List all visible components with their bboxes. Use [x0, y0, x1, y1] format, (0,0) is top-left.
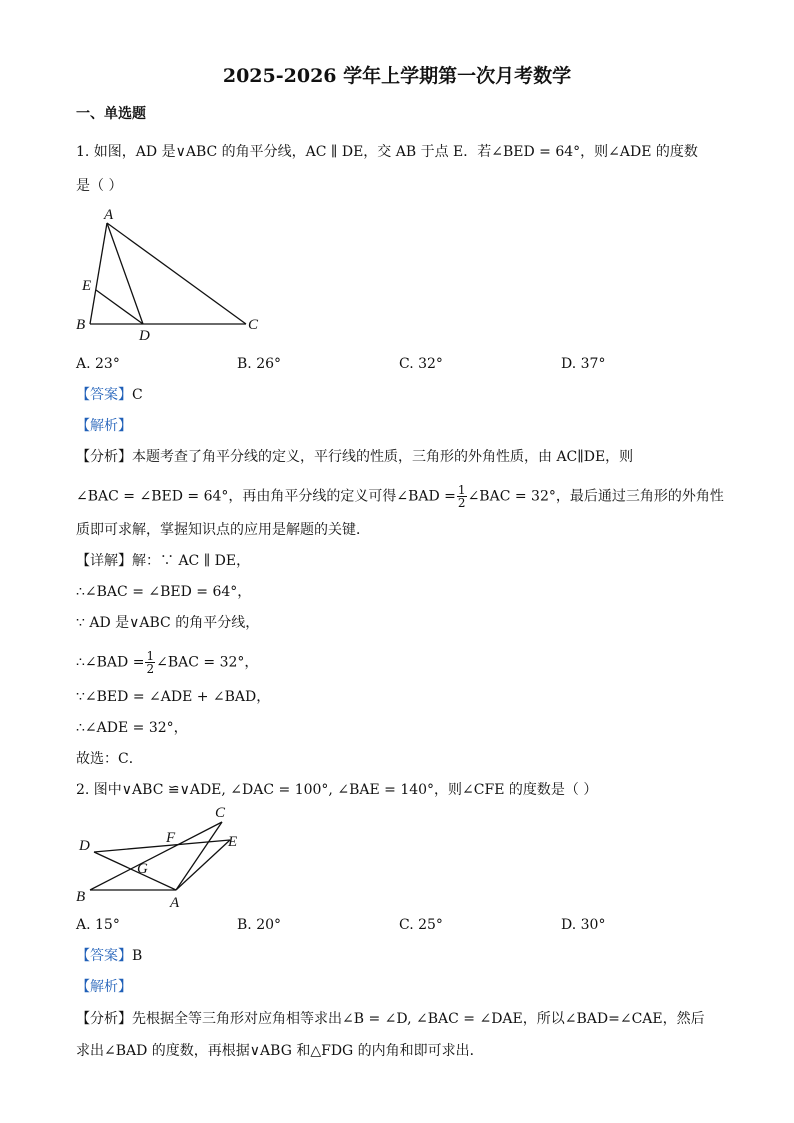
q1-label-c: C [248, 317, 259, 333]
q1-detail-line7: 故选：C． [76, 751, 143, 767]
fraction-denominator-2: 2 [146, 662, 155, 676]
q2-label-b: B [76, 889, 86, 905]
answer-value: B [132, 948, 143, 964]
analysis-text-b: ∠BAC = 32°，最后通过三角形的外角性 [467, 488, 724, 505]
q1-analysis-line2 [76, 484, 724, 509]
q1-option-d: D. 37° [561, 356, 606, 372]
fraction-denominator: 2 [457, 496, 466, 510]
q1-stem-line2: 是（ ） [76, 178, 123, 194]
q2-analysis-tag: 【解析】 [76, 979, 132, 995]
q2-label-e: E [228, 834, 238, 850]
q1-analysis-line1 [76, 447, 633, 467]
fraction-numerator-2: 1 [146, 649, 155, 663]
page-title: 2025-2026 学年上学期第一次月考数学 [222, 65, 572, 87]
q2-label-f: F [166, 830, 176, 846]
analysis-head: 【分析】 [76, 1011, 132, 1027]
q2-option-c: C. 25° [399, 917, 443, 933]
q1-detail-line5: ∵∠BED = ∠ADE + ∠BAD， [76, 689, 271, 705]
q1-analysis-tag: 【解析】 [76, 418, 132, 434]
q2-figure [70, 800, 260, 912]
q2-option-d: D. 30° [561, 917, 606, 933]
answer-value: C [132, 387, 143, 403]
q1-label-a: A [104, 207, 114, 223]
q2-analysis-line2: 求出∠BAD 的度数，再根据∨ABG 和△FDG 的内角和即可求出． [76, 1043, 484, 1059]
q1-detail-line4 [76, 650, 258, 675]
q1-option-b: B. 26° [237, 356, 282, 372]
q2-label-g: G [137, 861, 148, 877]
q2-stem: 2. 图中∨ABC ≌∨ADE, ∠DAC = 100°, ∠BAE = 140°，则∠CFE 的度数是（ ） [76, 782, 598, 798]
q1-detail-line1 [76, 551, 250, 571]
section-heading: 一、单选题 [76, 106, 146, 122]
analysis-text: 本题考查了角平分线的定义，平行线的性质，三角形的外角性质，由 AC∥DE，则 [132, 449, 634, 465]
q2-label-d: D [79, 838, 90, 854]
q2-analysis-line1 [76, 1009, 705, 1029]
analysis-head: 【分析】 [76, 449, 132, 465]
q1-label-b: B [76, 317, 86, 333]
q2-option-a: A. 15° [76, 917, 120, 933]
detail-text-b: ∠BAC = 32°， [156, 654, 259, 671]
q1-analysis-line3: 质即可求解，掌握知识点的应用是解题的关键． [76, 522, 370, 538]
q1-label-e: E [82, 278, 92, 294]
analysis-text-a: ∠BAC = ∠BED = 64°，再由角平分线的定义可得∠BAD = [76, 488, 456, 505]
q1-detail-line2: ∴∠BAC = ∠BED = 64°， [76, 584, 252, 600]
q2-answer [76, 946, 142, 966]
answer-tag: 【答案】 [76, 387, 132, 403]
fraction-half-2 [145, 650, 155, 675]
fraction-half [457, 484, 467, 509]
detail-text-a: ∴∠BAD = [76, 654, 145, 671]
q2-option-b: B. 20° [237, 917, 282, 933]
detail-head: 【详解】 [76, 553, 132, 569]
q1-option-a: A. 23° [76, 356, 120, 372]
analysis-text: 先根据全等三角形对应角相等求出∠B = ∠D, ∠BAC = ∠DAE，所以∠BAD=∠CAE，然后 [132, 1011, 705, 1027]
q1-label-d: D [139, 328, 150, 344]
q1-detail-line6: ∴∠ADE = 32°， [76, 720, 188, 736]
q1-detail-line3: ∵ AD 是∨ABC 的角平分线， [76, 615, 260, 631]
q2-label-a: A [170, 895, 180, 911]
q1-answer [76, 385, 143, 405]
detail-text: 解：∵ AC ∥ DE， [132, 553, 251, 569]
answer-tag: 【答案】 [76, 948, 132, 964]
q1-option-c: C. 32° [399, 356, 443, 372]
q2-label-c: C [215, 805, 226, 821]
fraction-numerator: 1 [457, 483, 466, 497]
q1-figure [70, 200, 270, 345]
q1-stem-line1: 1. 如图，AD 是∨ABC 的角平分线，AC ∥ DE，交 AB 于点 E．若∠BED = 64°，则∠ADE 的度数 [76, 144, 698, 160]
